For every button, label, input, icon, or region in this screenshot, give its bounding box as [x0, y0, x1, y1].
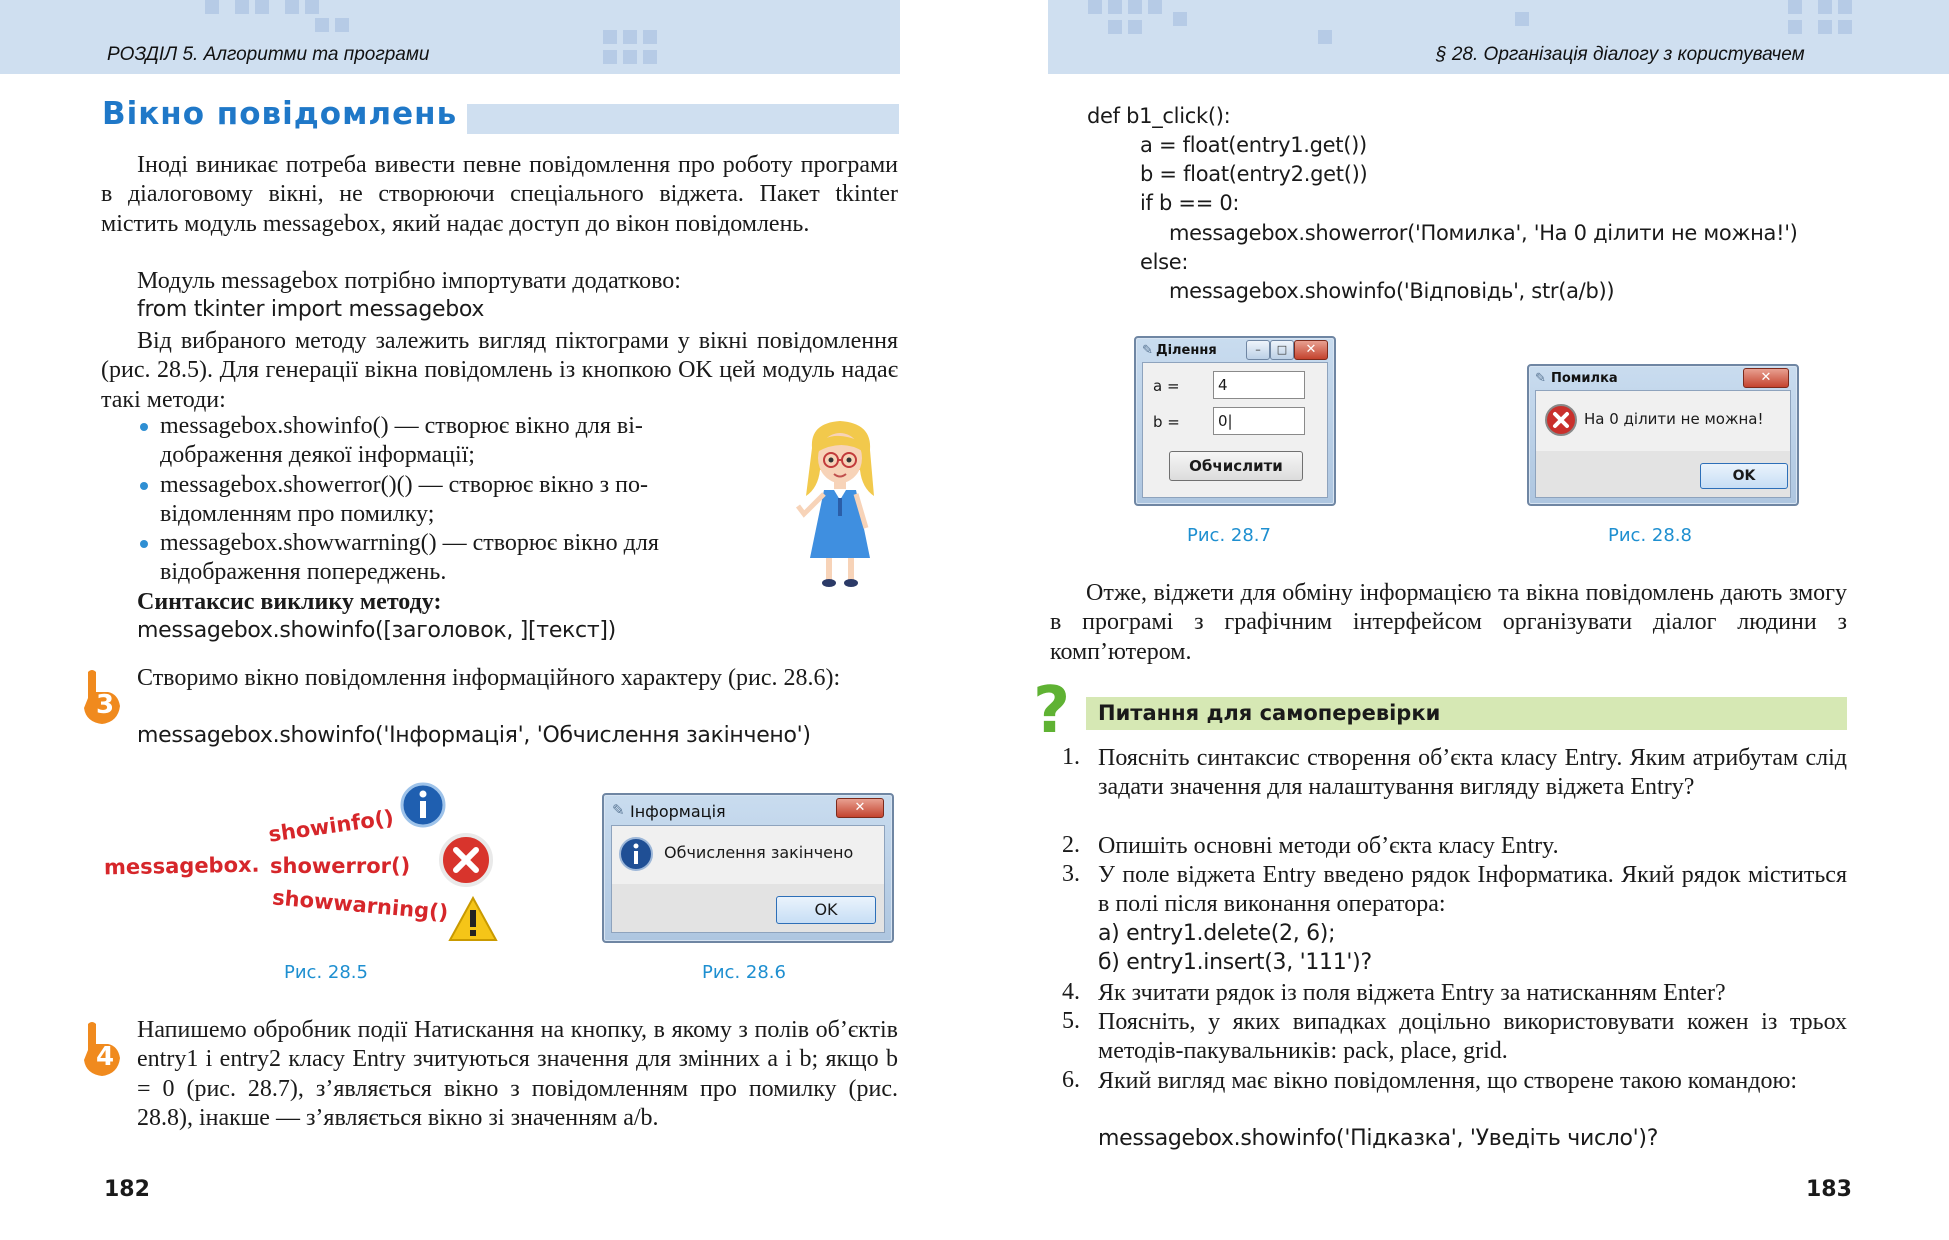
decor-square — [603, 50, 617, 64]
decor-square — [305, 0, 319, 14]
q3-text: У поле віджета Entry введено рядок Інформатика. Який рядок міститься в полі після виконання оператора: — [1098, 862, 1847, 918]
q1-number: 1. — [1062, 744, 1080, 770]
decor-square — [1108, 20, 1122, 34]
calculate-button[interactable]: Обчислити — [1169, 451, 1303, 481]
decor-square — [1173, 12, 1187, 26]
error-window-title: Помилка — [1551, 371, 1618, 386]
decor-square — [603, 30, 617, 44]
close-icon[interactable]: ✕ — [836, 798, 884, 818]
step-3-text: Створимо вікно повідомлення інформаційного характеру (рис. 28.6): — [137, 665, 841, 691]
warning-icon — [448, 896, 498, 942]
q2-text: Опишіть основні методи об’єкта класу Entry. — [1098, 833, 1559, 859]
decor-square — [1788, 20, 1802, 34]
bullet-1-line-2: дображення деякої інформації; — [160, 442, 475, 468]
methods-paragraph: Від вибраного методу залежить вигляд піктограми у вікні повідомлення (рис. 28.5). Для генерації вікна повідомлень із кнопкою OK цей модуль надає такі методи: — [101, 328, 898, 413]
decor-square — [1788, 0, 1802, 14]
ok-button[interactable]: OK — [1700, 463, 1788, 489]
entry-b[interactable]: 0| — [1213, 407, 1305, 435]
import-code: from tkinter import messagebox — [137, 297, 485, 322]
girl-illustration — [790, 418, 890, 593]
code-line-5: messagebox.showerror('Помилка', 'На 0 ділити не можна!') — [1169, 221, 1798, 245]
q2-number: 2. — [1062, 832, 1080, 858]
decor-square — [1838, 0, 1852, 14]
bullet-dot — [140, 423, 148, 431]
step-4-number: 4 — [96, 1042, 115, 1072]
syntax-heading: Синтаксис виклику методу: — [137, 589, 442, 615]
step-3-code: messagebox.showinfo('Інформація', 'Обчислення закінчено') — [137, 723, 811, 748]
fig288-caption: Рис. 28.8 — [1608, 525, 1692, 546]
decor-square — [1818, 0, 1832, 14]
close-icon[interactable]: ✕ — [1294, 340, 1328, 360]
error-icon — [438, 832, 494, 888]
label-a: a = — [1153, 377, 1180, 395]
fig285-caption: Рис. 28.5 — [284, 962, 368, 983]
fig287-caption: Рис. 28.7 — [1187, 525, 1271, 546]
info-window — [602, 793, 894, 943]
info-icon — [400, 782, 446, 828]
fig285-showinfo: showinfo() — [266, 805, 396, 847]
minimize-icon[interactable]: – — [1246, 340, 1270, 360]
decor-square — [623, 30, 637, 44]
decor-square — [285, 0, 299, 14]
left-page-number: 182 — [104, 1177, 150, 1202]
code-line-2: a = float(entry1.get()) — [1140, 133, 1367, 157]
error-window-body — [1535, 390, 1791, 498]
q6-text: Який вигляд має вікно повідомлення, що створене такою командою: — [1098, 1068, 1798, 1094]
feather-icon: ✎ — [1142, 342, 1153, 357]
decor-square — [255, 0, 269, 14]
code-line-1: def b1_click(): — [1087, 104, 1231, 128]
close-icon[interactable]: ✕ — [1743, 368, 1789, 388]
entry-a[interactable]: 4 — [1213, 371, 1305, 399]
decor-square — [1088, 0, 1102, 14]
division-window-title: Ділення — [1156, 343, 1217, 358]
bullet-dot — [140, 482, 148, 490]
code-line-7: messagebox.showinfo('Відповідь', str(a/b)) — [1169, 279, 1615, 303]
right-running-header: § 28. Організація діалогу з користувачем — [1436, 44, 1805, 65]
error-icon — [1544, 403, 1578, 437]
decor-square — [315, 18, 329, 32]
decor-square — [1108, 0, 1122, 14]
fig286-caption: Рис. 28.6 — [702, 962, 786, 983]
bullet-3-line-2: відображення попереджень. — [160, 559, 447, 585]
title-rule-band — [467, 104, 899, 134]
conclusion-paragraph: Отже, віджети для обміну інформацією та вікна повідомлень дають змогу в програмі з графічним інтерфейсом організувати діалог людини з комп’ютером. — [1050, 580, 1847, 665]
code-line-3: b = float(entry2.get()) — [1140, 162, 1368, 186]
decor-square — [1318, 30, 1332, 44]
decor-square — [1818, 20, 1832, 34]
maximize-icon[interactable]: □ — [1270, 340, 1294, 360]
error-window — [1527, 364, 1799, 506]
info-icon — [618, 836, 654, 872]
bullet-1-line-1: messagebox.showinfo() — створює вікно для ві- — [160, 413, 643, 439]
intro-paragraph: Іноді виникає потреба вивести певне повідомлення про роботу програми в діалоговому вікні, не створюючи спеціального віджета. Пакет tkinter містить модуль messagebox, який надає доступ до вікон повідомлень. — [101, 152, 898, 237]
q5-number: 5. — [1062, 1008, 1080, 1034]
error-message: На 0 ділити не можна! — [1584, 410, 1764, 428]
info-window-body — [611, 825, 885, 933]
info-message: Обчислення закінчено — [664, 843, 854, 862]
decor-square — [1148, 0, 1162, 14]
ok-button[interactable]: OK — [776, 896, 876, 924]
question-mark-icon: ? — [1033, 674, 1071, 748]
division-window-body — [1142, 362, 1328, 498]
q6-number: 6. — [1062, 1067, 1080, 1093]
q3-sub-a: а) entry1.delete(2, 6); — [1098, 921, 1336, 946]
right-page-number: 183 — [1806, 1177, 1852, 1202]
info-window-title: Інформація — [630, 802, 726, 821]
division-window — [1134, 336, 1336, 506]
label-b: b = — [1153, 413, 1180, 431]
feather-icon: ✎ — [612, 803, 625, 819]
decor-square — [335, 18, 349, 32]
decor-square — [643, 30, 657, 44]
questions-heading: Питання для самоперевірки — [1098, 701, 1441, 725]
decor-square — [1128, 0, 1142, 14]
step-4-text: Напишемо обробник події Натискання на кнопку, в якому з полів об’єктів entry1 і entry2 класу Entry зчитуються значення для змінних a і b; якщо b = 0 (рис. 28.7), з’являється вікно з повідомленням про помилку (рис. 28.8), інакше — з’являється вікно зі значенням a/b. — [137, 1017, 898, 1132]
bullet-3-line-1: messagebox.showwarrning() — створює вікно для — [160, 530, 659, 556]
decor-square — [1128, 20, 1142, 34]
section-title: Вікно повідомлень — [102, 96, 458, 132]
q1-text: Поясніть синтаксис створення об’єкта класу Entry. Яким атрибутам слід задати значення для налаштування вигляду віджета Entry? — [1098, 745, 1847, 801]
q6-code: messagebox.showinfo('Підказка', 'Уведіть число')? — [1098, 1126, 1659, 1151]
decor-square — [205, 0, 219, 14]
import-line: Модуль messagebox потрібно імпортувати додатково: — [137, 268, 681, 294]
q3-sub-b: б) entry1.insert(3, '111')? — [1098, 950, 1372, 975]
bullet-2-line-1: messagebox.showerror()() — створює вікно з по- — [160, 472, 648, 498]
fig285-showerror: showerror() — [270, 854, 411, 878]
bullet-dot — [140, 540, 148, 548]
q4-number: 4. — [1062, 979, 1080, 1005]
syntax-code: messagebox.showinfo([заголовок, ][текст]) — [137, 618, 616, 643]
decor-square — [235, 0, 249, 14]
q4-text: Як зчитати рядок із поля віджета Entry за натисканням Enter? — [1098, 980, 1726, 1006]
feather-icon: ✎ — [1535, 370, 1546, 385]
decor-square — [1515, 12, 1529, 26]
step-3-number: 3 — [96, 690, 115, 720]
bullet-2-line-2: відомленням про помилку; — [160, 501, 435, 527]
code-line-6: else: — [1140, 250, 1189, 274]
decor-square — [1838, 20, 1852, 34]
fig285-prefix: messagebox. — [103, 852, 260, 880]
q3-number: 3. — [1062, 861, 1080, 887]
code-line-4: if b == 0: — [1140, 191, 1240, 215]
q5-text: Поясніть, у яких випадках доцільно використовувати кожен із трьох методів-пакувальників: pack, place, grid. — [1098, 1009, 1847, 1065]
decor-square — [623, 50, 637, 64]
fig285-showwarning: showwarning() — [271, 885, 450, 925]
decor-square — [643, 50, 657, 64]
left-running-header: РОЗДІЛ 5. Алгоритми та програми — [107, 44, 430, 65]
